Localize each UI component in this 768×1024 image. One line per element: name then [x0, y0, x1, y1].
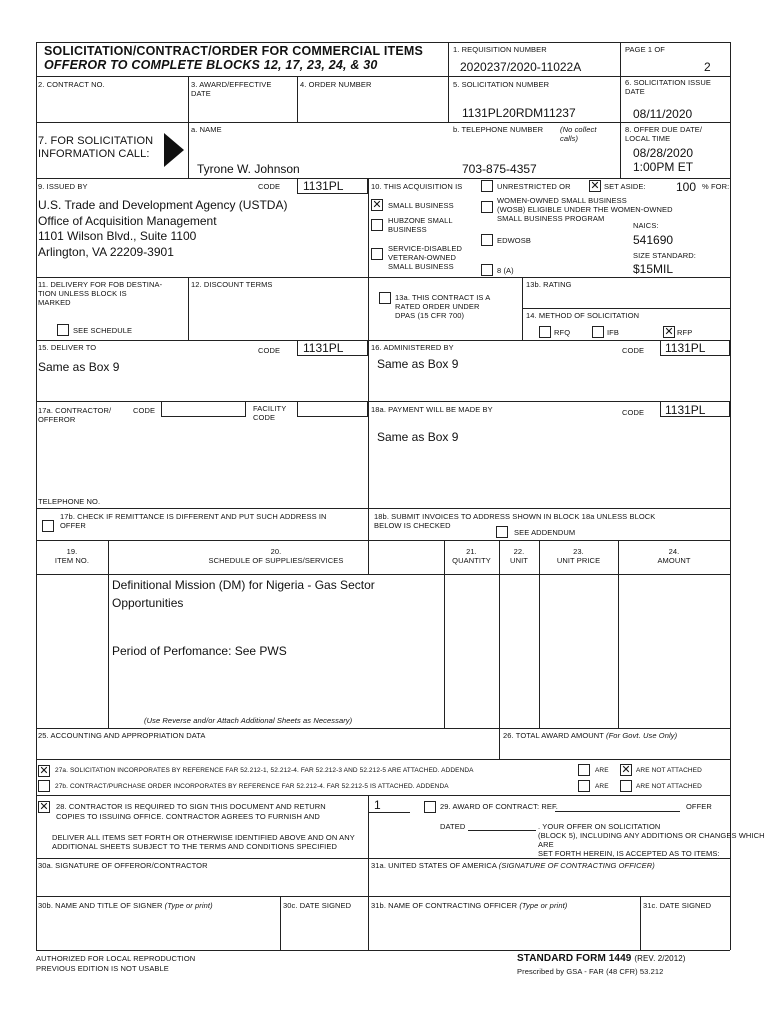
ifb-checkbox[interactable]: [592, 326, 604, 338]
administered-by-value[interactable]: Same as Box 9: [377, 357, 459, 371]
27a-are-label: ARE: [595, 767, 609, 774]
ifb-label: IFB: [607, 328, 619, 337]
award-date-label: 3. AWARD/EFFECTIVE DATE: [191, 80, 272, 98]
invoice-label: 18b. SUBMIT INVOICES TO ADDRESS SHOWN IN BLOCK 18a UNLESS BLOCK BELOW IS CHECKED: [374, 512, 656, 530]
footer-reproduction: AUTHORIZED FOR LOCAL REPRODUCTION: [36, 954, 196, 963]
officer-date-signed-label: 31c. DATE SIGNED: [643, 901, 712, 910]
29-offer-label: OFFER: [686, 802, 712, 811]
small-business-checkbox[interactable]: [371, 199, 383, 211]
remittance-checkbox[interactable]: [42, 520, 54, 532]
issued-code-value[interactable]: 1131PL: [303, 179, 344, 193]
rated-order-label: 13a. THIS CONTRACT IS A RATED ORDER UNDER DPAS (15 CFR 700): [395, 293, 491, 320]
remittance-label: 17b. CHECK IF REMITTANCE IS DIFFERENT AND PUT SUCH ADDRESS IN OFFER: [60, 512, 327, 530]
naics-value[interactable]: 541690: [633, 233, 674, 247]
total-award-label: 26. TOTAL AWARD AMOUNT (For Govt. Use Only): [503, 731, 678, 740]
contract-no-label: 2. CONTRACT NO.: [38, 80, 105, 89]
arrow-right-icon: [164, 133, 184, 167]
payment-label: 18a. PAYMENT WILL BE MADE BY: [371, 405, 493, 414]
27a-are-not-label: ARE NOT ATTACHED: [636, 767, 702, 774]
administered-by-label: 16. ADMINISTERED BY: [371, 343, 454, 352]
27b-are-label: ARE: [595, 783, 609, 790]
page-label: PAGE 1 OF: [625, 45, 665, 54]
rfp-checkbox[interactable]: [663, 326, 675, 338]
contractor-code-label: CODE: [133, 406, 156, 415]
unrestricted-label: UNRESTRICTED OR: [497, 182, 571, 191]
footer-previous-edition: PREVIOUS EDITION IS NOT USABLE: [36, 964, 169, 973]
footer-form-name: STANDARD FORM 1449 (REV. 2/2012): [517, 953, 686, 964]
contractor-code-field[interactable]: [161, 401, 246, 417]
contact-name-label: a. NAME: [191, 125, 222, 134]
27b-are-not-checkbox[interactable]: [620, 780, 632, 792]
issued-by-label: 9. ISSUED BY: [38, 182, 88, 191]
item-no-header: 19. ITEM NO.: [54, 547, 90, 565]
deliver-to-value[interactable]: Same as Box 9: [38, 360, 120, 374]
form-subtitle: OFFEROR TO COMPLETE BLOCKS 12, 17, 23, 24, & 30: [44, 58, 378, 72]
payment-code-value[interactable]: 1131PL: [665, 403, 706, 417]
rated-order-checkbox[interactable]: [379, 292, 391, 304]
fob-delivery-label: 11. DELIVERY FOR FOB DESTINA- TION UNLESS BLOCK IS MARKED: [38, 280, 163, 307]
rfq-label: RFQ: [554, 328, 571, 337]
27b-are-not-label: ARE NOT ATTACHED: [636, 783, 702, 790]
sdvosb-checkbox[interactable]: [371, 248, 383, 260]
8a-label: 8 (A): [497, 266, 514, 275]
payment-value[interactable]: Same as Box 9: [377, 430, 459, 444]
naics-label: NAICS:: [633, 221, 659, 230]
schedule-description[interactable]: Definitional Mission (DM) for Nigeria - Gas Sector Opportunities: [112, 578, 375, 610]
28-copies-value[interactable]: 1: [374, 798, 381, 812]
29-dated-text: . YOUR OFFER ON SOLICITATION (BLOCK 5), INCLUDING ANY ADDITIONS OR CHANGES WHICH ARE SET FORTH HEREIN, IS ACCEPTED AS TO ITEMS:: [538, 822, 765, 858]
unrestricted-checkbox[interactable]: [481, 180, 493, 192]
telephone-label: b. TELEPHONE NUMBER: [453, 125, 544, 134]
27a-label: 27a. SOLICITATION INCORPORATES BY REFERENCE FAR 52.212-1, 52.212-4. FAR 52.212-3 AND 52.212-5 ARE ATTACHED. ADDENDA: [55, 767, 474, 774]
27a-checkbox[interactable]: [38, 765, 50, 777]
facility-code-field[interactable]: [297, 401, 368, 417]
size-standard-label: SIZE STANDARD:: [633, 251, 696, 260]
contact-name-value[interactable]: Tyrone W. Johnson: [197, 162, 300, 176]
29-award-label: 29. AWARD OF CONTRACT: REF.: [440, 802, 558, 811]
issued-code-label: CODE: [258, 182, 281, 191]
amount-header: 24. AMOUNT: [657, 547, 691, 565]
contractor-label: 17a. CONTRACTOR/ OFFEROR: [38, 406, 112, 424]
offer-due-value[interactable]: 08/28/2020 1:00PM ET: [633, 146, 694, 174]
method-label: 14. METHOD OF SOLICITATION: [526, 311, 640, 320]
28-text-2: COPIES TO ISSUING OFFICE. CONTRACTOR AGREES TO FURNISH AND: [56, 812, 320, 821]
date-signed-label: 30c. DATE SIGNED: [283, 901, 352, 910]
acquisition-label: 10. THIS ACQUISITION IS: [371, 182, 463, 191]
signer-name-label: 30b. NAME AND TITLE OF SIGNER (Type or print): [38, 901, 213, 910]
rfq-checkbox[interactable]: [539, 326, 551, 338]
sdvosb-label: SERVICE-DISABLED VETERAN-OWNED SMALL BUSINESS: [388, 244, 462, 271]
see-schedule-checkbox[interactable]: [57, 324, 69, 336]
8a-checkbox[interactable]: [481, 264, 493, 276]
solicitation-number-label: 5. SOLICITATION NUMBER: [453, 80, 550, 89]
usa-signature-label: 31a. UNITED STATES OF AMERICA (SIGNATURE OF CONTRACTING OFFICER): [371, 861, 655, 870]
solicitation-date-label: 6. SOLICITATION ISSUE DATE: [625, 78, 712, 96]
rating-label: 13b. RATING: [526, 280, 572, 289]
solicitation-date-value[interactable]: 08/11/2020: [633, 107, 693, 121]
offeror-signature-label: 30a. SIGNATURE OF OFFEROR/CONTRACTOR: [38, 861, 208, 870]
offer-due-label: 8. OFFER DUE DATE/ LOCAL TIME: [625, 125, 703, 143]
edwosb-checkbox[interactable]: [481, 234, 493, 246]
edwosb-label: EDWOSB: [497, 236, 531, 245]
page-count-value: 2: [704, 60, 711, 74]
see-addendum-label: SEE ADDENDUM: [514, 528, 576, 537]
29-dated-label: DATED: [440, 822, 466, 831]
unit-header: 22. UNIT: [510, 547, 528, 565]
discount-terms-label: 12. DISCOUNT TERMS: [191, 280, 273, 289]
footer-prescribed: Prescribed by GSA - FAR (48 CFR) 53.212: [517, 967, 664, 976]
unit-price-header: 23. UNIT PRICE: [556, 547, 601, 565]
wosb-checkbox[interactable]: [481, 201, 493, 213]
29-checkbox[interactable]: [424, 801, 436, 813]
deliver-code-value[interactable]: 1131PL: [303, 341, 344, 355]
set-aside-checkbox[interactable]: [589, 180, 601, 192]
telephone-note: (No collect calls): [560, 125, 597, 143]
requisition-number-label: 1. REQUISITION NUMBER: [453, 45, 547, 54]
27b-checkbox[interactable]: [38, 780, 50, 792]
28-checkbox[interactable]: [38, 801, 50, 813]
accounting-label: 25. ACCOUNTING AND APPROPRIATION DATA: [38, 731, 206, 740]
telephone-no-label: TELEPHONE NO.: [38, 497, 101, 506]
deliver-code-label: CODE: [258, 346, 281, 355]
percent-for-label: % FOR:: [702, 182, 730, 191]
facility-code-label: FACILITY CODE: [253, 404, 287, 422]
schedule-header: 20. SCHEDULE OF SUPPLIES/SERVICES: [208, 547, 344, 565]
issued-by-address[interactable]: U.S. Trade and Development Agency (USTDA) Office of Acquisition Management 1101 Wilson Blvd., Suite 1100 Arlington, VA 22209-3901: [38, 198, 288, 259]
solicitation-info-label: 7. FOR SOLICITATION INFORMATION CALL:: [38, 135, 154, 160]
period-of-performance[interactable]: Period of Perfomance: See PWS: [112, 644, 287, 658]
size-standard-value[interactable]: $15MIL: [633, 262, 674, 276]
see-addendum-checkbox[interactable]: [496, 526, 508, 538]
schedule-note: (Use Reverse and/or Attach Additional Sheets as Necessary): [144, 716, 353, 725]
27b-label: 27b. CONTRACT/PURCHASE ORDER INCORPORATES BY REFERENCE FAR 52.212-4. FAR 52.212-5 IS ATTACHED. ADDENDA: [55, 783, 449, 790]
wosb-label: WOMEN-OWNED SMALL BUSINESS (WOSB) ELIGIBLE UNDER THE WOMEN-OWNED SMALL BUSINESS PROGRAM: [497, 196, 673, 223]
hubzone-checkbox[interactable]: [371, 219, 383, 231]
27a-are-checkbox[interactable]: [578, 764, 590, 776]
rfp-label: RFP: [677, 328, 693, 337]
payment-code-label: CODE: [622, 408, 645, 417]
27b-are-checkbox[interactable]: [578, 780, 590, 792]
see-schedule-label: SEE SCHEDULE: [73, 326, 133, 335]
27a-are-not-checkbox[interactable]: [620, 764, 632, 776]
admin-code-value[interactable]: 1131PL: [665, 341, 706, 355]
28-text: 28. CONTRACTOR IS REQUIRED TO SIGN THIS DOCUMENT AND RETURN: [56, 802, 326, 811]
admin-code-label: CODE: [622, 346, 645, 355]
hubzone-label: HUBZONE SMALL BUSINESS: [388, 216, 453, 234]
telephone-value[interactable]: 703-875-4357: [462, 162, 537, 176]
requisition-number-value[interactable]: 2020237/2020-11022A: [460, 60, 582, 74]
deliver-to-label: 15. DELIVER TO: [38, 343, 97, 352]
solicitation-number-value[interactable]: 1131PL20RDM11237: [462, 106, 576, 120]
form-title: SOLICITATION/CONTRACT/ORDER FOR COMMERCIAL ITEMS: [44, 44, 424, 58]
officer-name-label: 31b. NAME OF CONTRACTING OFFICER (Type or print): [371, 901, 568, 910]
28-text-3: DELIVER ALL ITEMS SET FORTH OR OTHERWISE IDENTIFIED ABOVE AND ON ANY ADDITIONAL SHEETS SUBJECT TO THE TERMS AND CONDITIONS SPECIFIED: [52, 833, 355, 851]
order-number-label: 4. ORDER NUMBER: [300, 80, 372, 89]
set-aside-label: SET ASIDE:: [604, 182, 646, 191]
set-aside-percent[interactable]: 100: [676, 180, 697, 194]
quantity-header: 21. QUANTITY: [452, 547, 491, 565]
small-business-label: SMALL BUSINESS: [388, 201, 454, 210]
